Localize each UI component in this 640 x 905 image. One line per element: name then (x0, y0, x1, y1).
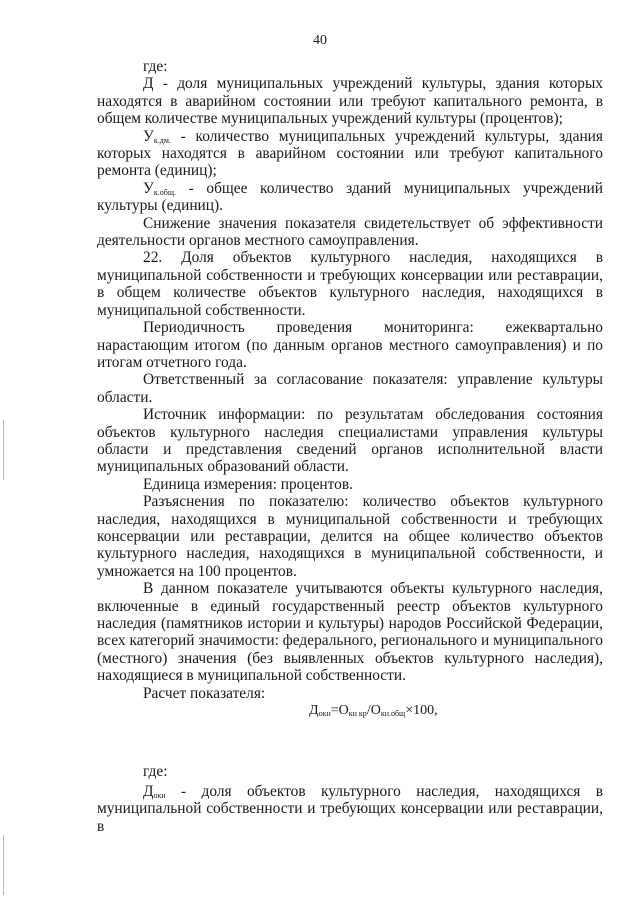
scan-edge-mark (3, 835, 4, 895)
definition-d (97, 75, 603, 127)
formula-tail: ×100, (405, 703, 438, 719)
paragraph-scope: В данном показателе учитываются объекты культурного наследия, включенные в единый государственный реестр объектов культурного наследия (памятников истории и культуры) народов Российской Федерации, всех категорий значимости: федерального, регионального и муниципального (местного) значения (без выявленных объектов культурного наследия), находящиеся в муниципальной собственности. (97, 580, 603, 685)
formula-spacer (97, 719, 603, 763)
definition-d-okn (97, 783, 603, 835)
where-label-1: где: (143, 58, 168, 75)
formula-lhs-subscript: окн (318, 709, 331, 719)
definition-text: - общее количество зданий муниципальных учреждений культуры (единиц). (97, 179, 603, 215)
formula-lhs: Д (309, 703, 319, 719)
symbol: Д (143, 782, 154, 800)
symbol: Д (143, 75, 154, 93)
definition-u-kobsh (97, 180, 603, 215)
symbol: У (143, 127, 154, 145)
symbol-subscript: к.дм. (153, 135, 171, 145)
symbol-subscript: окн (153, 790, 166, 800)
paragraph-unit: Единица измерения: процентов. (143, 475, 353, 493)
definition-text: - количество муниципальных учреждений культуры, здания которых находятся в аварийном состоянии или требуют капитального ремонта (единиц); (97, 127, 603, 180)
paragraph-responsible: Ответственный за согласование показателя: управление культуры области. (97, 371, 603, 406)
paragraph-periodicity: Периодичность проведения мониторинга: ежеквартально нарастающим итогом (по данным органов местного самоуправления) и по итогам отчетного года. (97, 319, 603, 371)
formula-divide: /О (366, 703, 381, 719)
where-label-2: где: (143, 763, 168, 781)
paragraph-efficiency: Снижение значения показателя свидетельствует об эффективности деятельности органов местного самоуправления. (97, 214, 603, 250)
page-number: 40 (313, 33, 327, 48)
paragraph-calculation: Расчет показателя: (143, 684, 266, 702)
formula-numerator-subscript: кн кр (348, 709, 367, 719)
formula-denominator-subscript: кн.общ (380, 709, 406, 719)
scan-edge-mark (3, 420, 4, 480)
indicator-22-title: 22. Доля объектов культурного наследия, находящихся в муниципальной собственности и требующих консервации или реставрации, в общем количестве объектов культурного наследия, находящихся в муниципальной собственности. (97, 249, 603, 319)
formula-equals: =О (330, 703, 349, 719)
formula (97, 702, 603, 719)
symbol-subscript: к.общ. (153, 187, 177, 197)
definition-text: - доля муниципальных учреждений культуры, здания которых находятся в аварийном состоянии или требуют капитального ремонта, в общем количестве муниципальных учреждений культуры (процентов); (97, 75, 603, 128)
paragraph-explanation: Разъяснения по показателю: количество объектов культурного наследия, находящихся в муниципальной собственности и требующих консервации или реставрации, делится на общее количество объектов культурного наследия, находящихся в муниципальной собственности, и умножается на 100 процентов. (97, 493, 603, 580)
definition-text: - доля объектов культурного наследия, находящихся в муниципальной собственности и требующих консервации или реставрации, в (97, 782, 603, 835)
symbol: У (143, 179, 154, 197)
definition-u-kdm (97, 128, 603, 180)
document-body (97, 58, 603, 835)
paragraph-source: Источник информации: по результатам обследования состояния объектов культурного наследия специалистами управления культуры области и представления сведений органов исполнительной власти муниципальных образований области. (97, 406, 603, 476)
